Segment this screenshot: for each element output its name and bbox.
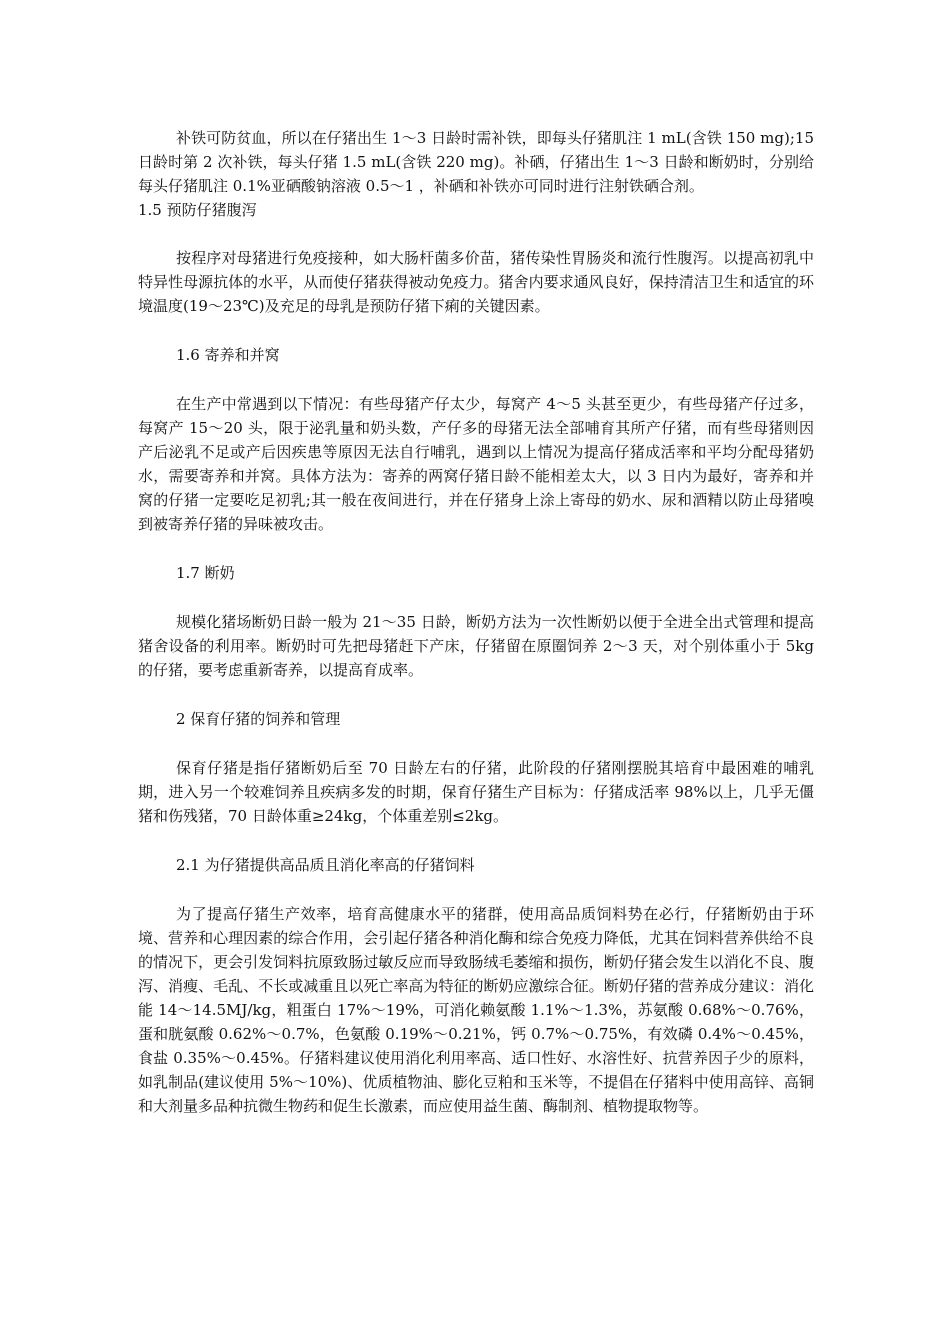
paragraph-weaning: 规模化猪场断奶日龄一般为 21～35 日龄，断奶方法为一次性断奶以便于全进全出式管理和提高猪舍设备的利用率。断奶时可先把母猪赶下产床，仔猪留在原圈饲养 2～3 天，对个别体重小于 5kg 的仔猪，要考虑重新寄养，以提高育成率。: [138, 613, 814, 679]
paragraph-fostering: 在生产中常遇到以下情况：有些母猪产仔太少，每窝产 4～5 头甚至更少，有些母猪产仔过多，每窝产 15～20 头，限于泌乳量和奶头数，产仔多的母猪无法全部哺育其所产仔猪，而有些母猪则因产后泌乳不足或产后因疾患等原因无法自行哺乳，遇到以上情况为提高仔猪成活率和平均分配母猪奶水，需要寄养和并窝。具体方法为：寄养的两窝仔猪日龄不能相差太大，以 3 日内为最好，寄养和并窝的仔猪一定要吃足初乳;其一般在夜间进行，并在仔猪身上涂上寄母的奶水、尿和酒精以防止母猪嗅到被寄养仔猪的异味被攻击。: [138, 395, 814, 533]
spacer: [138, 367, 814, 392]
spacer: [138, 585, 814, 610]
spacer: [138, 318, 814, 343]
spacer: [138, 877, 814, 902]
document-page: [138, 126, 814, 1118]
heading-1-6: 1.6 寄养和并窝: [176, 346, 280, 364]
spacer: [138, 222, 814, 246]
heading-1-5: 1.5 预防仔猪腹泻: [138, 201, 257, 219]
heading-2-1: 2.1 为仔猪提供高品质且消化率高的仔猪饲料: [176, 856, 475, 874]
paragraph-nursery-piglets: 保育仔猪是指仔猪断奶后至 70 日龄左右的仔猪，此阶段的仔猪刚摆脱其培育中最困难的哺乳期，进入另一个较难饲养且疾病多发的时期，保育仔猪生产目标为：仔猪成活率 98%以上，几乎无僵猪和伤残猪，70 日龄体重≥24kg，个体重差别≤2kg。: [138, 759, 814, 825]
spacer: [138, 536, 814, 561]
paragraph-piglet-feed: 为了提高仔猪生产效率，培育高健康水平的猪群，使用高品质饲料势在必行，仔猪断奶由于环境、营养和心理因素的综合作用，会引起仔猪各种消化酶和综合免疫力降低，尤其在饲料营养供给不良的情况下，更会引发饲料抗原致肠过敏反应而导致肠绒毛萎缩和损伤，断奶仔猪会发生以消化不良、腹泻、消瘦、毛乱、不长或减重且以死亡率高为特征的断奶应激综合征。断奶仔猪的营养成分建议：消化能 14～14.5MJ/kg，粗蛋白 17%～19%，可消化赖氨酸 1.1%～1.3%，苏氨酸 0.68%～0.76%，蛋和胱氨酸 0.62%～0.7%，色氨酸 0.19%～0.21%，钙 0.7%～0.75%，有效磷 0.4%～0.45%，食盐 0.35%～0.45%。仔猪料建议使用消化利用率高、适口性好、水溶性好、抗营养因子少的原料，如乳制品(建议使用 5%～10%)、优质植物油、膨化豆粕和玉米等，不提倡在仔猪料中使用高锌、高铜和大剂量多品种抗微生物药和促生长激素，而应使用益生菌、酶制剂、植物提取物等。: [138, 905, 814, 1115]
paragraph-iron-selenium: 补铁可防贫血，所以在仔猪出生 1～3 日龄时需补铁，即每头仔猪肌注 1 mL(含铁 150 mg);15 日龄时第 2 次补铁，每头仔猪 1.5 mL(含铁 220 mg)。补硒，仔猪出生 1～3 日龄和断奶时，分别给每头仔猪肌注 0.1%亚硒酸钠溶液 0.5～1 ，补硒和补铁亦可同时进行注射铁硒合剂。: [138, 129, 814, 195]
spacer: [138, 828, 814, 853]
spacer: [138, 731, 814, 756]
heading-1-7: 1.7 断奶: [176, 564, 235, 582]
spacer: [138, 682, 814, 707]
paragraph-diarrhea-prevention: 按程序对母猪进行免疫接种，如大肠杆菌多价苗，猪传染性胃肠炎和流行性腹泻。以提高初乳中特异性母源抗体的水平，从而使仔猪获得被动免疫力。猪舍内要求通风良好，保持清洁卫生和适宜的环境温度(19～23℃)及充足的母乳是预防仔猪下痢的关键因素。: [138, 249, 814, 315]
heading-2: 2 保育仔猪的饲养和管理: [176, 710, 341, 728]
